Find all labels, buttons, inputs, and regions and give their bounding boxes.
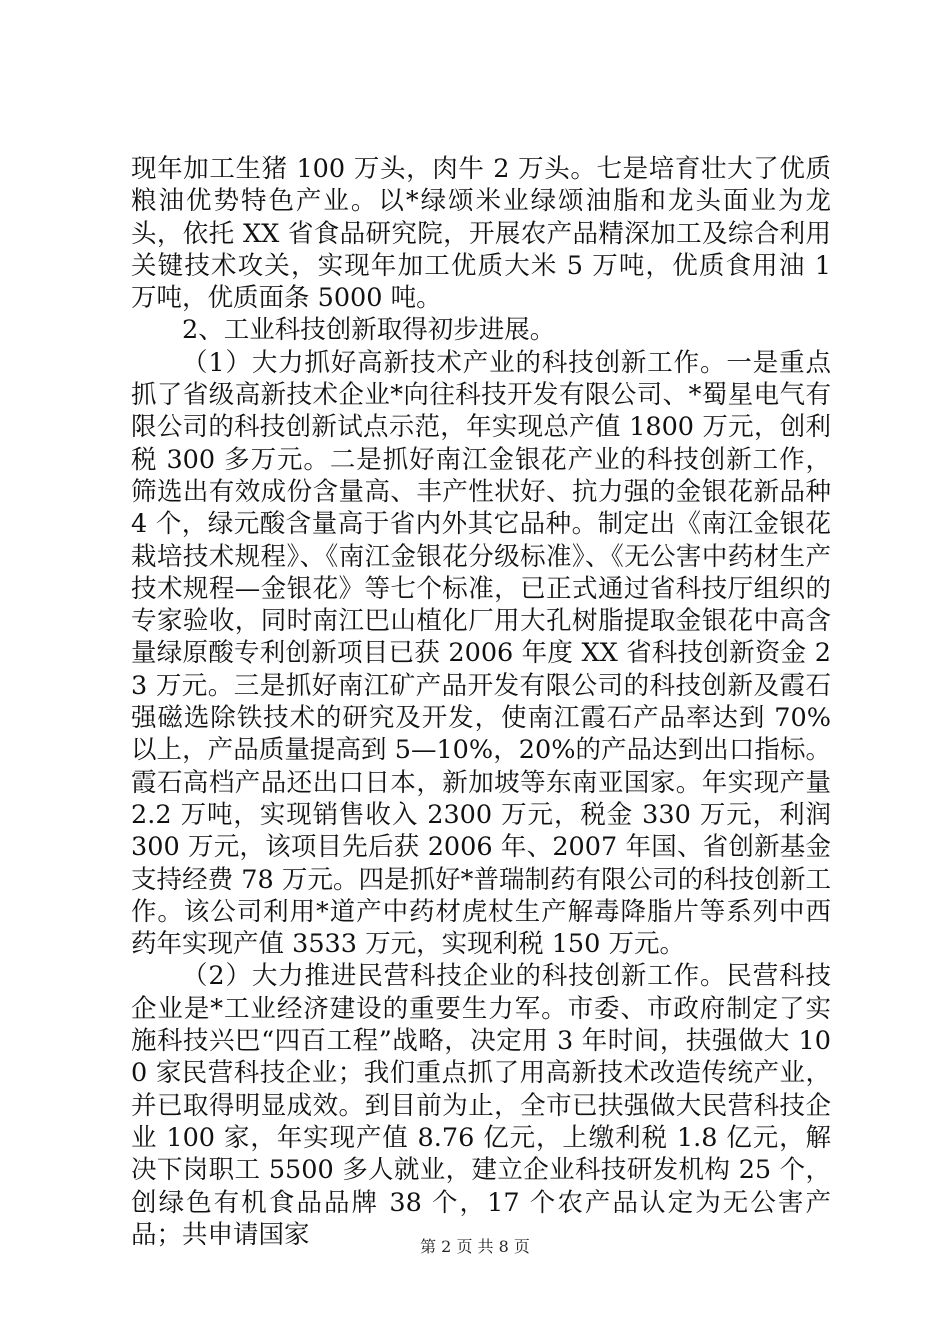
paragraph-1: 现年加工生猪 100 万头，肉牛 2 万头。七是培育壮大了优质粮油优势特色产业。以*绿颂米业绿颂油脂和龙头面业为龙头，依托 XX 省食品研究院，开展农产品精深加工及综合利用关键技术攻关，实现年加工优质大米 5 万吨，优质食用油 1 万吨，优质面条 5000 吨。 bbox=[131, 154, 831, 314]
paragraph-4: （2）大力推进民营科技企业的科技创新工作。民营科技企业是*工业经济建设的重要生力军。市委、市政府制定了实施科技兴巴“四百工程”战略，决定用 3 年时间，扶强做大 100 家民营科技企业；我们重点抓了用高新技术改造传统产业，并已取得明显成效。到目前为止，全市已扶强做大民营科技企业 100 家，年实现产值 8.76 亿元，上缴利税 1.8 亿元，解决下岗职工 5500 多人就业，建立企业科技研发机构 25 个，创绿色有机食品品牌 38 个，17 个农产品认定为无公害产品；共申请国家 bbox=[131, 961, 831, 1250]
paragraph-3: （1）大力抓好高新技术产业的科技创新工作。一是重点抓了省级高新技术企业*向往科技开发有限公司、*蜀星电气有限公司的科技创新试点示范，年实现总产值 1800 万元，创利税 300 多万元。二是抓好南江金银花产业的科技创新工作，筛选出有效成份含量高、丰产性状好、抗力强的金银花新品种 4 个，绿元酸含量高于省内外其它品种。制定出《南江金银花栽培技术规程》、《南江金银花分级标准》、《无公害中药材生产技术规程—金银花》等七个标准，已正式通过省科技厅组织的专家验收，同时南江巴山植化厂用大孔树脂提取金银花中高含量绿原酸专利创新项目已获 2006 年度 XX 省科技创新资金 23 万元。三是抓好南江矿产品开发有限公司的科技创新及霞石强磁选除铁技术的研究及开发，使南江霞石产品率达到 70%以上，产品质量提高到 5—10%，20%的产品达到出口指标。霞石高档产品还出口日本，新加坡等东南亚国家。年实现产量 2.2 万吨，实现销售收入 2300 万元，税金 330 万元，利润 300 万元，该项目先后获 2006 年、2007 年国、省创新基金支持经费 78 万元。四是抓好*普瑞制药有限公司的科技创新工作。该公司利用*道产中药材虎杖生产解毒降脂片等系列中西药年实现产值 3533 万元，实现利税 150 万元。 bbox=[131, 347, 831, 960]
document-body bbox=[131, 153, 831, 1251]
page-footer: 第 2 页 共 8 页 bbox=[420, 1237, 530, 1256]
paragraph-2-heading: 2、工业科技创新取得初步进展。 bbox=[182, 315, 556, 346]
